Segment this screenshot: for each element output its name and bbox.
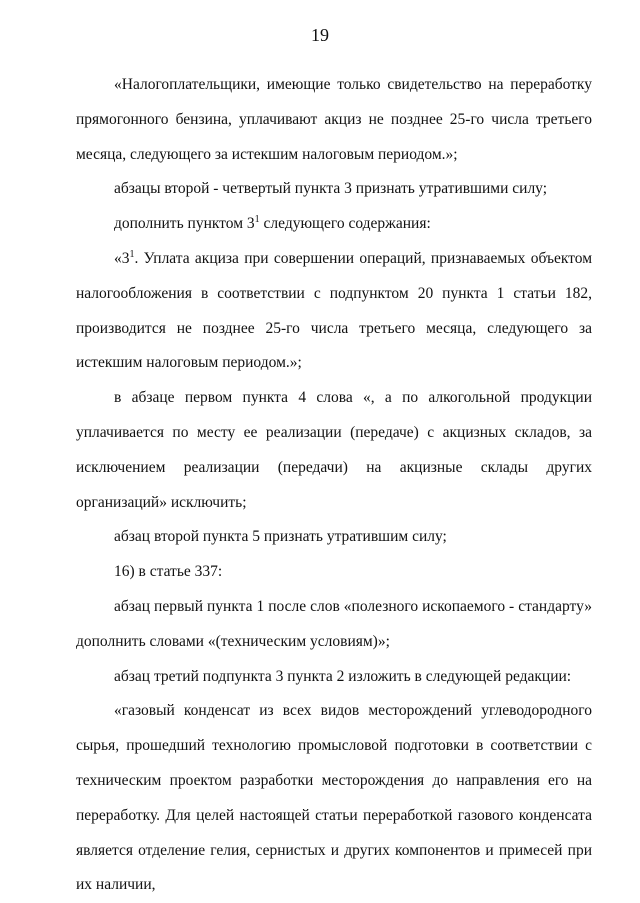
paragraph-point-2-new-wording: [76, 660, 592, 695]
paragraph-text: абзац второй пункта 5 признать утратившим силу;: [114, 528, 447, 546]
paragraph-text: абзац третий подпункта 3 пункта 2 изложить в следующей редакции:: [114, 667, 572, 685]
paragraph-excise-payment-gasoline: [76, 68, 592, 172]
paragraph-text: дополнить пунктом 3: [114, 215, 255, 233]
paragraph-repeal-para-3: [76, 172, 592, 207]
document-body: [76, 68, 592, 903]
paragraph-gas-condensate-definition: [76, 694, 592, 903]
paragraph-article-337: [76, 555, 592, 590]
paragraph-text: «3: [114, 249, 130, 267]
superscript: 1: [254, 214, 260, 226]
paragraph-text: следующего содержания:: [259, 215, 431, 233]
paragraph-repeal-point-5: [76, 520, 592, 555]
paragraph-point-3-1-text: [76, 242, 592, 381]
paragraph-text: «газовый конденсат из всех видов месторождений углеводородного сырья, прошедший технологию промысловой подготовки в соответствии с техническим проектом разработки месторождения до направления его на переработку. Для целей настоящей статьи переработкой газового конденсата является отделение гелия, сернистых и других компонентов и примесей при их наличии,: [76, 702, 592, 894]
paragraph-text: 16) в статье 337:: [114, 563, 223, 581]
superscript: 1: [129, 248, 135, 260]
paragraph-text: абзацы второй - четвертый пункта 3 признать утратившими силу;: [114, 180, 548, 198]
paragraph-text: . Уплата акциза при совершении операций, признаваемых объектом налогообложения в соответствии с подпунктом 20 пункта 1 статьи 182, производится не позднее 25-го числа третьего месяца, следующего за истекшим налоговым периодом.»;: [76, 249, 592, 372]
paragraph-text: в абзаце первом пункта 4 слова «, а по алкогольной продукции уплачивается по месту ее реализации (передаче) с акцизных складов, за исключением реализации (передачи) на акцизные склады других организаций» исключить;: [76, 389, 592, 511]
page-number: 19: [311, 25, 329, 45]
paragraph-point-1-amendment: [76, 590, 592, 660]
paragraph-text: абзац первый пункта 1 после слов «полезного ископаемого - стандарту» дополнить словами «(техническим условиям)»;: [76, 597, 592, 650]
paragraph-point-4-amendment: [76, 381, 592, 520]
paragraph-add-point-3-1: [76, 207, 592, 242]
paragraph-text: «Налогоплательщики, имеющие только свидетельство на переработку прямогонного бензина, уплачивают акциз не позднее 25-го числа третьего месяца, следующего за истекшим налоговым периодом.»;: [76, 76, 592, 163]
